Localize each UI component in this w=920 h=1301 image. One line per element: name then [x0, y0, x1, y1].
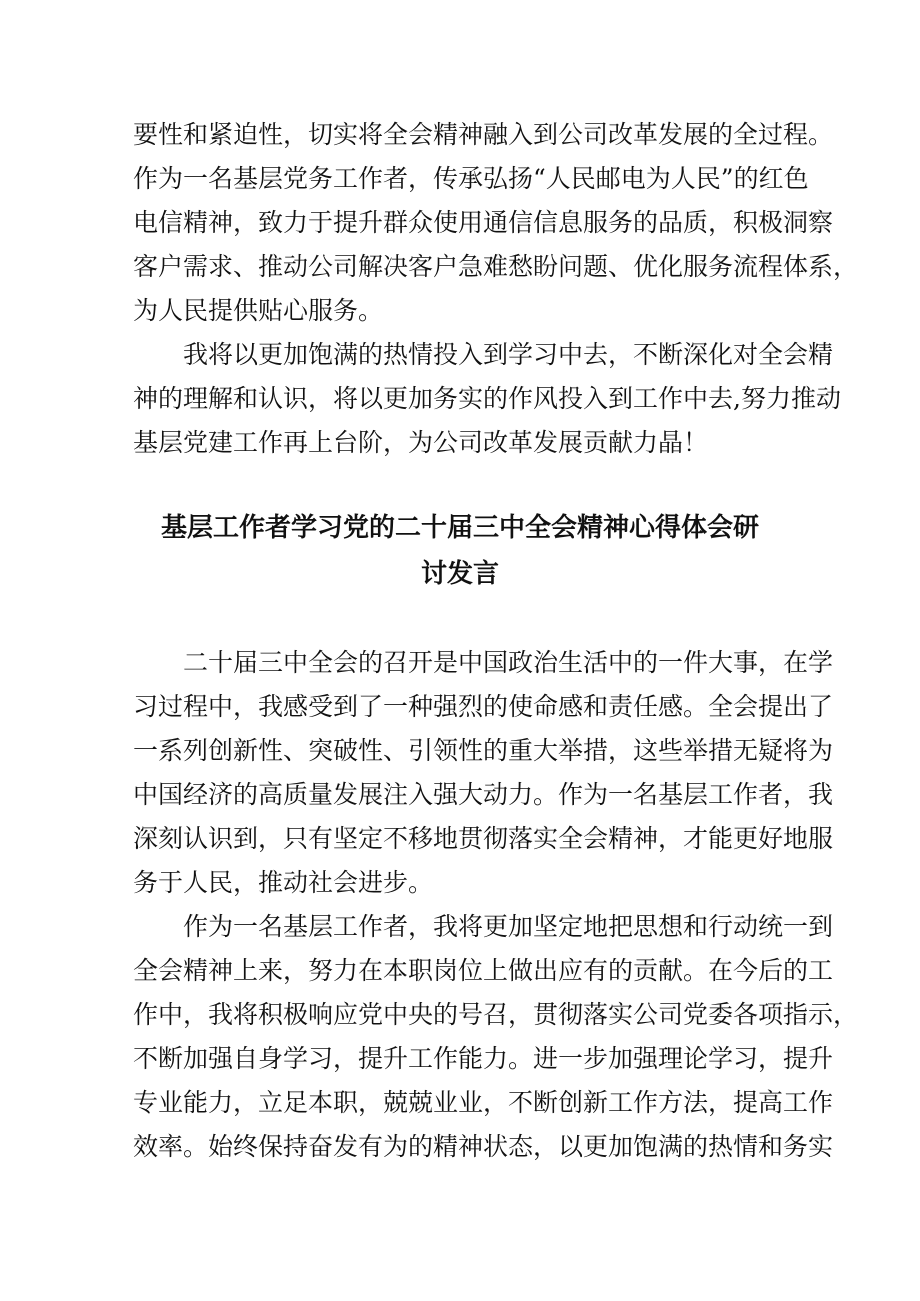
paragraph-line: 基层党建工作再上台阶，为公司改革发展贡献力晶！ — [133, 428, 709, 457]
paragraph-line: 作为一名基层党务工作者，传承弘扬“人民邮电为人民”的红色 — [133, 164, 809, 193]
paragraph-line: 二十届三中全会的召开是中国政治生活中的一件大事，在学 — [183, 648, 834, 677]
paragraph-line: 作中，我将积极响应党中央的号召，贯彻落实公司党委各项指示， — [133, 1000, 859, 1029]
paragraph-line: 全会精神上来，努力在本职岗位上做出应有的贡献。在今后的工 — [133, 956, 834, 985]
paragraph-line: 习过程中，我感受到了一种强烈的使命感和责任感。全会提出了 — [133, 692, 834, 721]
paragraph-line: 一系列创新性、突破性、引领性的重大举措，这些举措无疑将为 — [133, 736, 834, 765]
paragraph-line: 神的理解和认识，将以更加务实的作风投入到工作中去,努力推动 — [133, 384, 841, 413]
article-title-line-1: 基层工作者学习党的二十届三中全会精神心得体会研 — [160, 513, 759, 543]
paragraph-line: 要性和紧迫性，切实将全会精神融入到公司改革发展的全过程。 — [133, 120, 834, 149]
paragraph-line: 电信精神，致力于提升群众使用通信信息服务的品质，积极洞察 — [133, 208, 834, 237]
paragraph-line: 深刻认识到，只有坚定不移地贯彻落实全会精神，才能更好地服 — [133, 824, 834, 853]
paragraph-line: 效率。始终保持奋发有为的精神状态，以更加饱满的热情和务实 — [133, 1132, 834, 1161]
paragraph-line: 不断加强自身学习，提升工作能力。进一步加强理论学习，提升 — [133, 1044, 834, 1073]
paragraph-line: 务于人民，推动社会进步。 — [133, 868, 434, 897]
paragraph-line: 作为一名基层工作者，我将更加坚定地把思想和行动统一到 — [183, 912, 834, 941]
paragraph-line: 专业能力，立足本职，兢兢业业，不断创新工作方法，提高工作 — [133, 1088, 834, 1117]
paragraph-line: 客户需求、推动公司解决客户急难愁盼问题、优化服务流程体系， — [133, 252, 859, 281]
article-title-line-2: 讨发言 — [420, 559, 499, 589]
paragraph-line: 中国经济的高质量发展注入强大动力。作为一名基层工作者，我 — [133, 780, 834, 809]
paragraph-line: 我将以更加饱满的热情投入到学习中去，不断深化对全会精 — [183, 340, 834, 369]
paragraph-line: 为人民提供贴心服务。 — [133, 296, 384, 325]
